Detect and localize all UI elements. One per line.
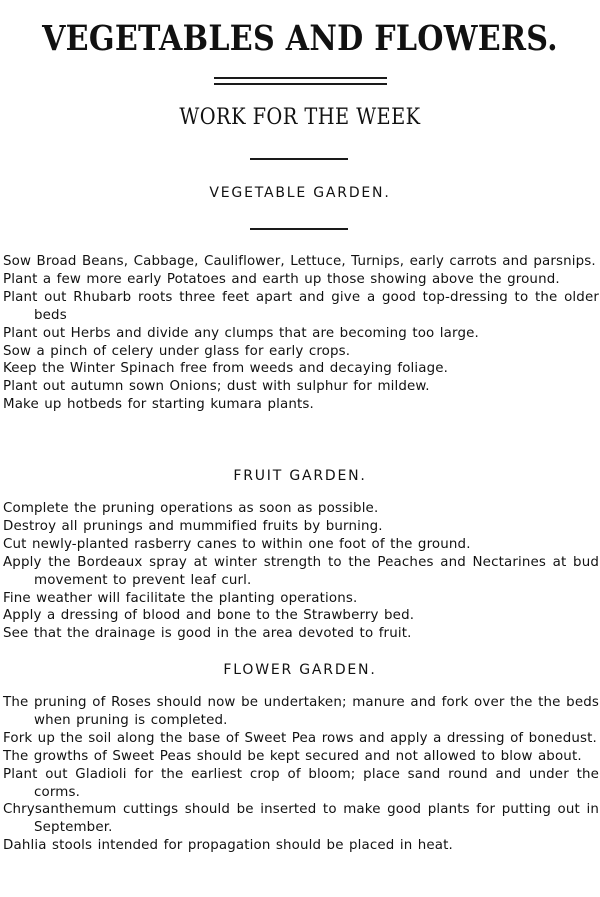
list-item: Destroy all prunings and mummified fruits by burning.: [3, 518, 383, 534]
section-heading-fruit-garden: FRUIT GARDEN.: [233, 468, 367, 484]
list-item: Fork up the soil along the base of Sweet Pea rows and apply a dressing of bonedust.: [3, 730, 597, 746]
list-item: The growths of Sweet Peas should be kept secured and not allowed to blow about.: [3, 748, 582, 764]
list-item: Sow a pinch of celery under glass for early crops.: [3, 343, 351, 359]
article-title: VEGETABLES AND FLOWERS.: [42, 18, 558, 59]
list-item: Cut newly-planted rasberry canes to within one foot of the ground.: [3, 536, 471, 552]
list-item: Sow Broad Beans, Cabbage, Cauliflower, Lettuce, Turnips, early carrots and parsnips.: [3, 254, 596, 269]
fruit-garden-list: [3, 500, 599, 643]
list-item: Complete the pruning operations as soon as possible.: [3, 501, 379, 516]
list-item: The pruning of Roses should now be undertaken; manure and fork over the the beds when pruning is completed.: [3, 695, 599, 728]
list-item: Make up hotbeds for starting kumara plants.: [3, 397, 314, 413]
list-item: Fine weather will facilitate the planting operations.: [3, 590, 358, 606]
list-item: Plant out Gladioli for the earliest crop of bloom; place sand round and under the corms.: [3, 766, 599, 800]
list-item: Apply the Bordeaux spray at winter strength to the Peaches and Nectarines at bud movement to prevent leaf curl.: [3, 554, 599, 588]
section-rule: [250, 228, 348, 230]
flower-garden-list: [3, 694, 599, 855]
title-double-rule-bottom: [214, 83, 387, 85]
list-item: Chrysanthemum cuttings should be inserted to make good plants for putting out in September.: [3, 802, 599, 836]
title-double-rule-top: [214, 77, 387, 79]
list-item: Plant out Herbs and divide any clumps that are becoming too large.: [3, 325, 479, 341]
list-item: Dahlia stools intended for propagation should be placed in heat.: [3, 838, 453, 854]
list-item: Keep the Winter Spinach free from weeds and decaying foliage.: [3, 361, 449, 377]
list-item: Plant a few more early Potatoes and earth up those showing above the ground.: [3, 271, 560, 287]
section-heading-flower-garden: FLOWER GARDEN.: [223, 662, 377, 678]
list-item: See that the drainage is good in the area devoted to fruit.: [3, 626, 412, 642]
list-item: Plant out Rhubarb roots three feet apart and give a good top-dressing to the older beds: [3, 289, 599, 323]
article-subtitle: WORK FOR THE WEEK: [179, 105, 421, 130]
subtitle-rule: [250, 158, 348, 160]
section-heading-vegetable-garden: VEGETABLE GARDEN.: [209, 185, 391, 201]
list-item: Plant out autumn sown Onions; dust with sulphur for mildew.: [3, 379, 430, 395]
vegetable-garden-list: [3, 253, 599, 414]
list-item: Apply a dressing of blood and bone to the Strawberry bed.: [3, 608, 415, 624]
